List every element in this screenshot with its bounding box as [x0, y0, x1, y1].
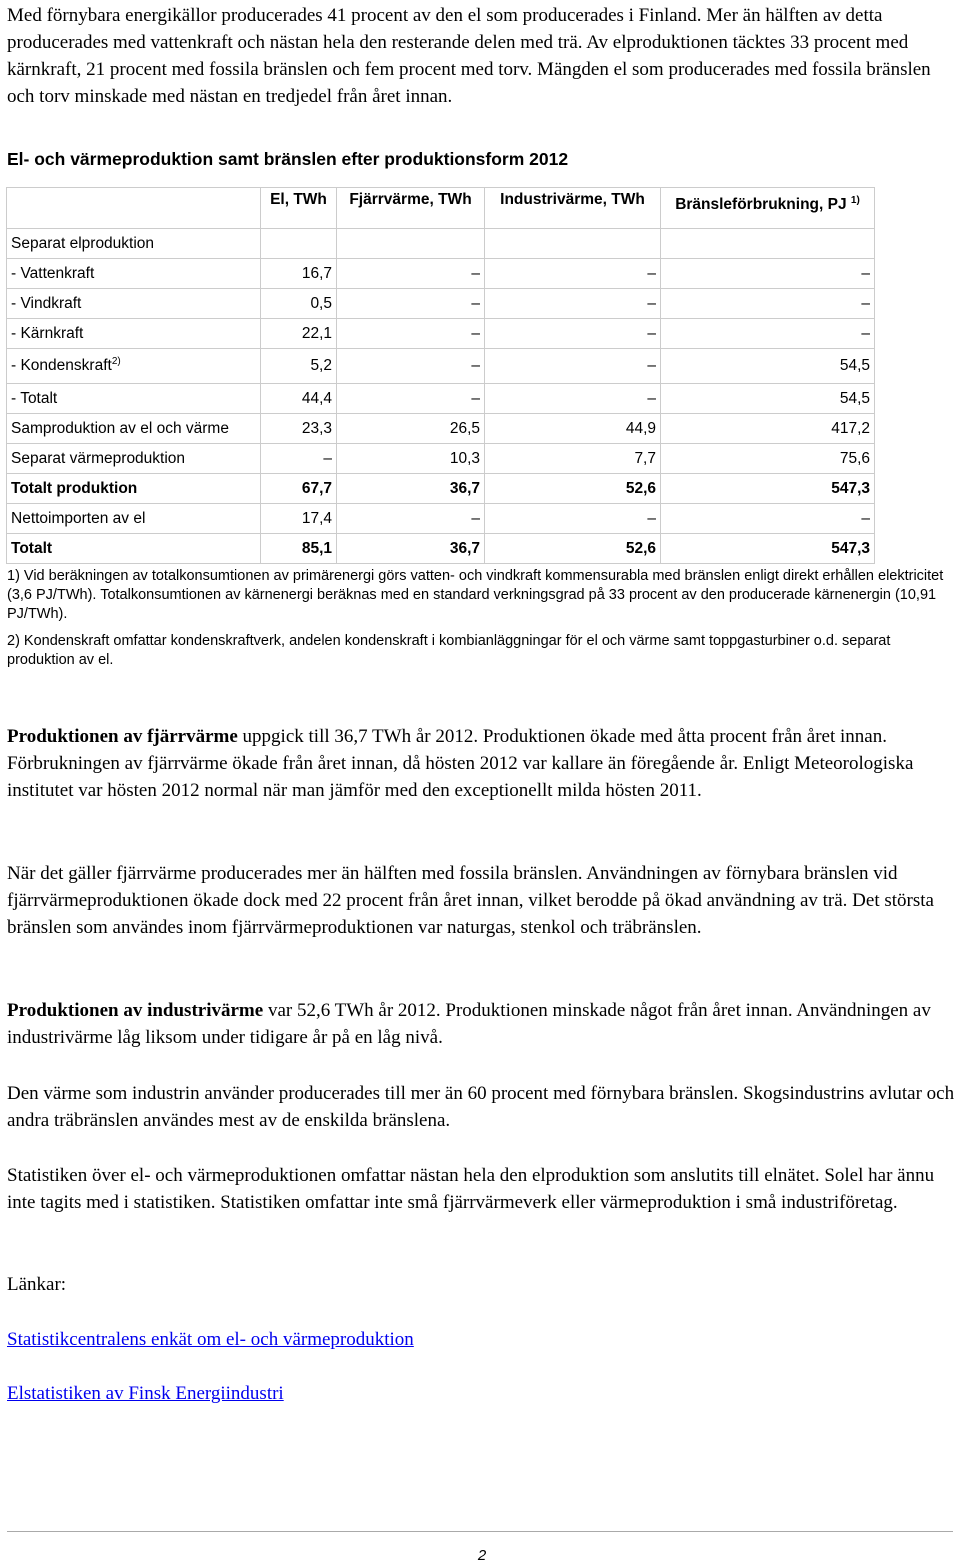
table-cell: –	[261, 444, 337, 474]
table-cell: –	[661, 259, 875, 289]
row-label	[7, 474, 261, 504]
table-cell: 44,4	[261, 384, 337, 414]
industrial-heat-text: var 52,6 TWh år 2012. Produktionen minskade något från året innan. Användningen av industrivärme låg liksom under tidigare år på en låg nivå.	[7, 1000, 931, 1048]
header-el-twh: El, TWh	[261, 188, 337, 229]
district-heating-paragraph	[7, 723, 957, 804]
row-label-text: Separat värmeproduktion	[11, 449, 186, 467]
industrial-heat-paragraph	[7, 997, 957, 1051]
footnotes	[7, 567, 957, 678]
table-cell: –	[485, 349, 661, 384]
header-empty	[7, 188, 261, 229]
table-row	[7, 414, 875, 444]
row-label	[7, 259, 261, 289]
table-row	[7, 444, 875, 474]
table-cell: –	[337, 349, 485, 384]
row-label-text: Separat elproduktion	[11, 234, 155, 252]
footnote-2: 2) Kondenskraft omfattar kondenskraftverk, andelen kondenskraft i kombianläggningar för el och värme samt toppgasturbiner o.d. separat produktion av el.	[7, 633, 891, 668]
table-cell: 36,7	[337, 534, 485, 564]
link-finsk-energiindustri[interactable]: Elstatistiken av Finsk Energiindustri	[7, 1383, 284, 1404]
table-cell: 23,3	[261, 414, 337, 444]
header-fjarrvarme-twh: Fjärrvärme, TWh	[337, 188, 485, 229]
row-label	[7, 504, 261, 534]
table-cell: 10,3	[337, 444, 485, 474]
table-cell: 17,4	[261, 504, 337, 534]
production-table	[6, 187, 875, 564]
table-cell: 7,7	[485, 444, 661, 474]
row-label	[7, 444, 261, 474]
table-cell: –	[661, 289, 875, 319]
page-number: 2	[477, 1547, 487, 1564]
row-label-text: - Vindkraft	[11, 294, 82, 312]
table-row	[7, 384, 875, 414]
table-cell: 54,5	[661, 349, 875, 384]
table-cell: 52,6	[485, 474, 661, 504]
table-cell: 547,3	[661, 474, 875, 504]
table-row	[7, 349, 875, 384]
table-cell: 22,1	[261, 319, 337, 349]
header-bransleforbrukning-pj	[661, 188, 875, 229]
table-row	[7, 319, 875, 349]
row-label	[7, 229, 261, 259]
table-row	[7, 259, 875, 289]
footnote-1: 1) Vid beräkningen av totalkonsumtionen av primärenergi görs vatten- och vindkraft kommensurabla med bränslen enligt direkt erhållen elektricitet (3,6 PJ/TWh). Totalkonsumtionen av kärnenergi beräknas med en standard verkningsgrad på 33 procent av den producerade kärnenergin (10,91 PJ/TWh).	[7, 568, 944, 622]
table-row	[7, 289, 875, 319]
intro-paragraph: Med förnybara energikällor producerades 41 procent av den el som producerades i Finland. Mer än hälften av detta producerades med vattenkraft och nästan hela den resterande delen med trä. Av elproduktionen täcktes 33 procent med kärnkraft, 21 procent med fossila bränslen och fem procent med torv. Mängden el som producerades med fossila bränslen och torv minskade med nästan en tredjedel från året innan.	[7, 5, 931, 107]
table-cell: –	[661, 504, 875, 534]
row-label-text: - Vattenkraft	[11, 264, 95, 282]
district-heating-heading: Produktionen av fjärrvärme	[7, 726, 238, 747]
table-cell: 417,2	[661, 414, 875, 444]
row-label	[7, 384, 261, 414]
table-cell: 85,1	[261, 534, 337, 564]
table-cell	[261, 229, 337, 259]
table-cell: 67,7	[261, 474, 337, 504]
table-cell: –	[485, 259, 661, 289]
row-label	[7, 289, 261, 319]
table-cell: –	[337, 259, 485, 289]
table-row	[7, 229, 875, 259]
renewable-industry-paragraph: Den värme som industrin använder producerades till mer än 60 procent med förnybara bränslen. Skogsindustrins avlutar och andra träbränslen användes mest av de enskilda bränslena.	[7, 1083, 955, 1131]
row-label-text: Nettoimporten av el	[11, 509, 146, 527]
header-footnote-ref: 1)	[850, 194, 860, 206]
table-cell: 0,5	[261, 289, 337, 319]
industrial-heat-heading: Produktionen av industrivärme	[7, 1000, 264, 1021]
row-label-text: Samproduktion av el och värme	[11, 419, 229, 437]
table-header-row	[7, 188, 875, 229]
link-row-1	[7, 1326, 957, 1353]
links-heading: Länkar:	[7, 1274, 67, 1295]
district-heating-text: uppgick till 36,7 TWh år 2012. Produktionen ökade med åtta procent från året innan. Förbrukningen av fjärrvärme ökade från året innan, då hösten 2012 var kallare än föregående år. Enligt Meteorologiska institutet var hösten 2012 normal när man jämför med den exceptionellt milda hösten 2011.	[7, 726, 914, 801]
table-cell: –	[485, 319, 661, 349]
table-cell: 16,7	[261, 259, 337, 289]
table-cell	[485, 229, 661, 259]
row-label	[7, 414, 261, 444]
row-label	[7, 319, 261, 349]
row-label	[7, 534, 261, 564]
table-cell: –	[337, 504, 485, 534]
table-cell	[337, 229, 485, 259]
row-label-text: Totalt	[11, 539, 53, 557]
row-label-text: - Kondenskraft	[11, 357, 112, 374]
table-title: El- och värmeproduktion samt bränslen efter produktionsform 2012	[7, 149, 569, 169]
table-cell: –	[661, 319, 875, 349]
table-cell: 75,6	[661, 444, 875, 474]
table-cell: –	[337, 319, 485, 349]
row-label	[7, 349, 261, 384]
table-row	[7, 534, 875, 564]
table-cell: 54,5	[661, 384, 875, 414]
row-footnote-ref: 2)	[111, 355, 121, 367]
page-divider	[7, 1531, 953, 1532]
link-statistikcentralen-survey[interactable]: Statistikcentralens enkät om el- och värmeproduktion	[7, 1329, 414, 1350]
table-cell: –	[485, 504, 661, 534]
table-cell: –	[485, 289, 661, 319]
row-label-text: - Kärnkraft	[11, 324, 84, 342]
row-label-text: Totalt produktion	[11, 479, 138, 497]
table-cell: 5,2	[261, 349, 337, 384]
fossil-fuels-paragraph: När det gäller fjärrvärme producerades mer än hälften med fossila bränslen. Användningen av förnybara bränslen vid fjärrvärmeproduktionen ökade dock med 22 procent från året innan, vilket berodde på ökad användning av trä. Det största bränslen som användes inom fjärrvärmeproduktionen var naturgas, stenkol och träbränslen.	[7, 863, 934, 938]
table-cell: 547,3	[661, 534, 875, 564]
table-row	[7, 504, 875, 534]
table-cell: –	[337, 384, 485, 414]
header-industrivarme-twh: Industrivärme, TWh	[485, 188, 661, 229]
table-row	[7, 474, 875, 504]
table-cell	[661, 229, 875, 259]
table-cell: 26,5	[337, 414, 485, 444]
table-cell: –	[337, 289, 485, 319]
table-cell: –	[485, 384, 661, 414]
header-bransleforbrukning-label: Bränsleförbrukning, PJ	[675, 196, 847, 213]
table-cell: 36,7	[337, 474, 485, 504]
row-label-text: - Totalt	[11, 389, 58, 407]
table-cell: 44,9	[485, 414, 661, 444]
link-row-2	[7, 1380, 957, 1407]
statistics-scope-paragraph: Statistiken över el- och värmeproduktionen omfattar nästan hela den elproduktion som anslutits till elnätet. Solel har ännu inte tagits med i statistiken. Statistiken omfattar inte små fjärrvärmeverk eller värmeproduktion i små industriföretag.	[7, 1165, 935, 1213]
table-cell: 52,6	[485, 534, 661, 564]
